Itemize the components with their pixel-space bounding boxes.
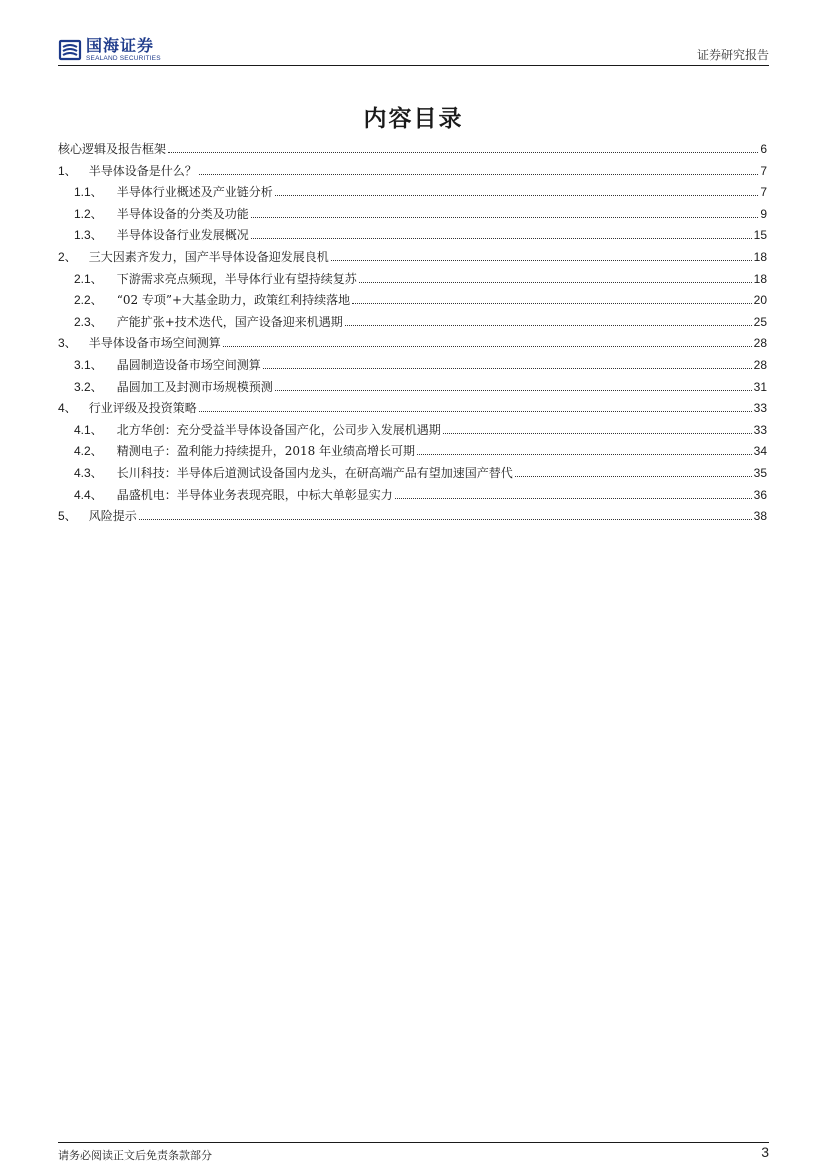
toc-entry[interactable] [58,140,767,162]
toc-entry-number: 1、 [58,163,77,178]
toc-leader-dots [263,368,752,369]
toc-entry[interactable] [58,183,767,205]
toc-entry-title: 晶圆加工及封测市场规模预测 [116,379,273,394]
toc-entry-title: 长川科技：半导体后道测试设备国内龙头，在研高端产品有望加速国产替代 [116,465,513,480]
toc-entry[interactable] [58,486,767,508]
toc-entry[interactable] [58,334,767,356]
toc-entry-page: 18 [753,249,767,264]
toc-entry-page: 18 [753,271,767,286]
toc-entry-page: 33 [753,422,767,437]
toc-entry-page: 28 [753,336,767,351]
toc-entry-page: 9 [760,206,767,221]
toc-title: 内容目录 [363,106,464,132]
toc-entry-page: 7 [760,163,767,178]
footer-disclaimer: 请务必阅读正文后免责条款部分 [58,1149,212,1162]
toc-entry-title: 半导体设备行业发展概况 [116,228,249,243]
report-type-label: 证券研究报告 [696,48,769,62]
toc-entry-number: 3、 [58,336,77,351]
toc-leader-dots [331,260,752,261]
toc-entry-number: 1.1、 [74,185,103,200]
toc-leader-dots [395,498,752,499]
toc-entry-title: “02 专项”+大基金助力，政策红利持续落地 [116,293,351,308]
toc-entry[interactable] [58,248,767,270]
toc-entry-number: 4.2、 [74,444,103,459]
toc-entry-title: 产能扩张+技术迭代，国产设备迎来机遇期 [116,314,343,329]
toc-entry-page: 28 [753,357,767,372]
toc-leader-dots [417,454,752,455]
toc-entry[interactable] [58,313,767,335]
toc-leader-dots [199,174,759,175]
toc-entry[interactable] [58,378,767,400]
toc-entry-title: 行业评级及投资策略 [88,401,197,416]
toc-leader-dots [223,346,752,347]
sealand-logo-icon [58,38,82,62]
toc-leader-dots [199,411,752,412]
toc-entry-page: 6 [760,142,767,156]
toc-entry-number: 4.1、 [74,422,103,437]
toc-entry-page: 33 [753,401,767,416]
toc-entry[interactable] [58,399,767,421]
toc-entry-number: 2.2、 [74,293,103,308]
toc-entry-page: 36 [753,487,767,502]
toc-leader-dots [345,325,752,326]
toc-entry-number: 3.1、 [74,357,103,372]
toc-entry[interactable] [58,507,767,529]
toc-entry[interactable] [58,205,767,227]
toc-entry-page: 15 [753,228,767,243]
toc-entry-title: 下游需求亮点频现，半导体行业有望持续复苏 [116,271,357,286]
toc-entry-page: 38 [753,509,767,524]
toc-entry-number: 5、 [58,509,77,524]
toc-entry-number: 4、 [58,401,77,416]
toc-entry-title: 北方华创：充分受益半导体设备国产化，公司步入发展机遇期 [116,422,441,437]
toc-entry[interactable] [58,464,767,486]
toc-entry[interactable] [58,356,767,378]
toc-leader-dots [139,519,752,520]
page-header [0,0,827,70]
toc-entry-number: 2.1、 [74,271,103,286]
toc-entry-title: 晶圆制造设备市场空间测算 [116,357,261,372]
toc-entry-title: 半导体设备是什么？ [88,163,197,178]
toc-entry-number: 4.3、 [74,465,103,480]
page-number: 3 [761,1144,769,1160]
toc-entry-page: 35 [753,465,767,480]
toc-entry[interactable] [58,442,767,464]
toc-entry-page: 31 [753,379,767,394]
toc-entry[interactable] [58,226,767,248]
toc-entry[interactable] [58,421,767,443]
toc-entry-number: 2.3、 [74,314,103,329]
toc-entry-number: 1.2、 [74,206,103,221]
toc-entry[interactable] [58,162,767,184]
logo-english-name: SEALAND SECURITIES [86,54,161,62]
table-of-contents [58,140,767,529]
toc-leader-dots [443,433,752,434]
header-divider [58,65,769,66]
toc-entry-title: 风险提示 [88,509,137,524]
toc-entry-title: 半导体设备市场空间测算 [88,336,221,351]
toc-entry[interactable] [58,270,767,292]
toc-entry-page: 34 [753,444,767,459]
footer-divider [58,1142,769,1143]
toc-entry-title: 晶盛机电：半导体业务表现亮眼，中标大单彰显实力 [116,487,393,502]
toc-leader-dots [352,303,752,304]
toc-entry-number: 3.2、 [74,379,103,394]
toc-entry-number: 1.3、 [74,228,103,243]
toc-entry-page: 25 [753,314,767,329]
toc-entry-number: 2、 [58,249,77,264]
toc-leader-dots [359,282,752,283]
toc-leader-dots [251,238,752,239]
toc-entry-page: 20 [753,293,767,308]
logo-chinese-name: 国海证券 [86,35,155,55]
toc-leader-dots [251,217,759,218]
toc-entry-title: 半导体行业概述及产业链分析 [116,185,273,200]
toc-leader-dots [515,476,752,477]
toc-entry-title: 精测电子：盈利能力持续提升，2018 年业绩高增长可期 [116,444,416,459]
toc-leader-dots [168,152,758,153]
toc-entry-title: 三大因素齐发力，国产半导体设备迎发展良机 [88,249,329,264]
toc-entry-page: 7 [760,185,767,200]
toc-entry-number: 4.4、 [74,487,103,502]
toc-entry-title: 半导体设备的分类及功能 [116,206,249,221]
company-logo [58,36,161,64]
toc-leader-dots [275,195,759,196]
toc-entry-title: 核心逻辑及报告框架 [58,142,167,156]
toc-leader-dots [275,390,752,391]
toc-entry[interactable] [58,291,767,313]
